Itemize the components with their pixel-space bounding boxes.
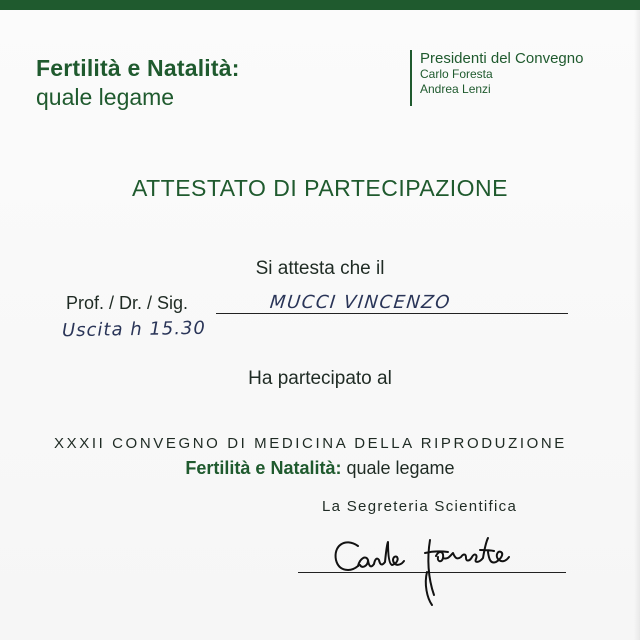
handwritten-exit-note: Uscita h 15.30 [61, 317, 207, 342]
convegno-title-rest: quale legame [341, 458, 455, 478]
certificate-title: ATTESTATO DI PARTECIPAZIONE [131, 175, 508, 201]
segreteria-label: La Segreteria Scientifica [322, 498, 518, 515]
ha-partecipato-text: Ha partecipato al [248, 368, 392, 389]
presidents-heading: Presidenti del Convegno [420, 50, 584, 67]
participant-name-line [216, 313, 568, 314]
participant-name: MUCCI VINCENZO [268, 292, 452, 313]
presidents-block [410, 50, 640, 106]
conference-title [36, 55, 366, 111]
si-attesta-text: Si attesta che il [255, 258, 385, 279]
convegno-title [0, 458, 640, 479]
president-name: Carlo Foresta [420, 67, 493, 81]
prof-label: Prof. / Dr. / Sig. [66, 293, 189, 313]
convegno-line: XXXII CONVEGNO DI MEDICINA DELLA RIPRODUZIONE [54, 435, 567, 452]
top-color-band [0, 0, 640, 10]
president-name: Andrea Lenzi [420, 82, 491, 96]
conference-title-line2: quale legame [36, 84, 175, 110]
conference-title-line1: Fertilità e Natalità: [36, 55, 240, 81]
convegno-title-bold: Fertilità e Natalità: [185, 458, 342, 478]
handwritten-signature [300, 520, 560, 610]
